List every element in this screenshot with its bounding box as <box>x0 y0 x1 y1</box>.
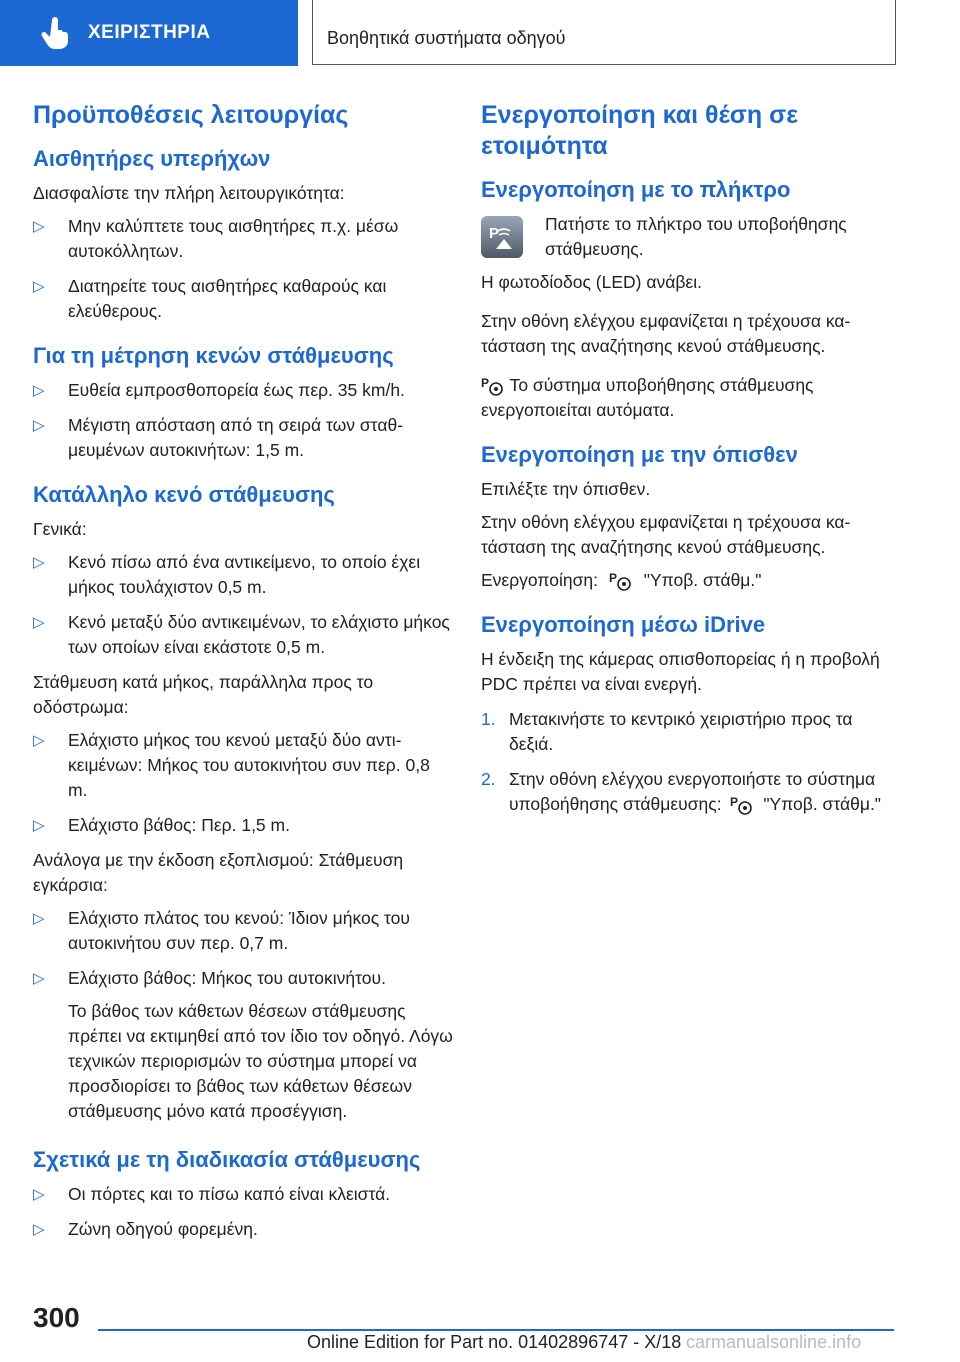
perpendicular-note: Το βάθος των κάθετων θέσεων στάθμευσης πρέπει να εκτιμηθεί από τον ίδιο τον οδηγό. Λόγω τεχνικών περιορισμών το σύστημα μπορεί να προσδιορίσει το βάθος των κάθετων θέσεων στάθμευσης μόνο κατά προσέγγιση. <box>68 1001 453 1121</box>
bullet-triangle-icon: ▷ <box>33 417 45 434</box>
step-item: 1. Μετακινήστε το κεντρικό χειριστήριο προς τα δεξιά. <box>481 709 853 754</box>
list-item: ▷ Ελάχιστο πλάτος του κενού: Ίδιον μήκος του αυτοκινήτου συν περ. 0,7 m. <box>33 908 410 953</box>
page-footer <box>0 1292 960 1362</box>
breadcrumb-text: Βοηθητικά συστήματα οδηγού <box>327 28 566 48</box>
procedure-list <box>33 1182 453 1242</box>
bullet-triangle-icon: ▷ <box>33 614 45 631</box>
svg-text:P: P <box>489 225 500 242</box>
svg-text:P: P <box>481 376 490 391</box>
hand-pointer-icon <box>40 16 74 50</box>
menu-value: "Υποβ. στάθμ." <box>643 570 762 590</box>
heading-procedure: Σχετικά με τη διαδικασία στάθμευσης <box>33 1147 421 1172</box>
display-text: Στην οθόνη ελέγχου εμφανίζεται η τρέχουσα κατάσταση της αναζήτησης κενού στάθμευσης. <box>481 311 851 356</box>
list-item: ▷ Μην καλύπτετε τους αισθητήρες π.χ. μέσω αυτοκόλλητων. <box>33 216 399 261</box>
watermark: carmanualsonline.info <box>686 1332 862 1352</box>
parallel-list <box>33 728 453 838</box>
section-title: ΧΕΙΡΙΣΤΗΡΙΑ <box>88 22 211 43</box>
list-item: ▷ Ελάχιστο μήκος του κενού μεταξύ δύο αντικειμένων: Μήκος του αυτοκινήτου συν περ. 0,8 m. <box>33 730 430 800</box>
heading-sensors: Αισθητήρες υπερήχων <box>33 146 271 171</box>
auto-activation-text: P Το σύστημα υποβοήθησης στάθμευσης ενεργοποιείται αυτόματα. <box>481 375 814 420</box>
bullet-triangle-icon: ▷ <box>33 910 45 927</box>
list-item: ▷ Διατηρείτε τους αισθητήρες καθαρούς και ελεύθερους. <box>33 276 387 321</box>
list-item: ▷ Ελάχιστο βάθος: Μήκος του αυτοκινήτου. <box>33 966 453 991</box>
parallel-label: Στάθμευση κατά μήκος, παράλληλα προς το οδόστρωμα: <box>33 672 374 717</box>
sensors-list <box>33 214 453 324</box>
list-item: ▷ Κενό μεταξύ δύο αντικειμένων, το ελάχιστο μήκος των οποίων είναι εκάστοτε 0,5 m. <box>33 612 450 657</box>
general-label: Γενικά: <box>33 519 87 539</box>
reverse-activation-text: Ενεργοποίηση: P "Υποβ. στάθμ." <box>481 568 901 593</box>
bullet-triangle-icon: ▷ <box>33 218 45 235</box>
bullet-triangle-icon: ▷ <box>33 732 45 749</box>
button-instruction-text: Πατήστε το πλήκτρο του υποβοήθησης στάθμευσης. <box>545 214 847 259</box>
bullet-triangle-icon: ▷ <box>33 1221 45 1238</box>
general-list <box>33 550 453 660</box>
heading-activation-button: Ενεργοποίηση με το πλήκτρο <box>481 177 791 202</box>
edition-text: Online Edition for Part no. 01402896747 - X/18 <box>307 1332 682 1352</box>
list-item: ▷ Οι πόρτες και το πίσω καπό είναι κλειστά. <box>33 1182 453 1207</box>
reverse-select-text: Επιλέξτε την όπισθεν. <box>481 479 651 499</box>
heading-reverse: Ενεργοποίηση με την όπισθεν <box>481 442 798 467</box>
idrive-intro: Η ένδειξη της κάμερας οπισθοπορείας ή η προβολή PDC πρέπει να είναι ενεργή. <box>481 649 880 694</box>
bullet-triangle-icon: ▷ <box>33 817 45 834</box>
heading-activation: Ενεργοποίηση και θέση σε ετοιμότητα <box>481 101 799 160</box>
parking-assist-icon <box>481 375 505 397</box>
list-item: ▷ Ελάχιστο βάθος: Περ. 1,5 m. <box>33 813 453 838</box>
heading-suitable-space: Κατάλληλο κενό στάθμευσης <box>33 482 335 507</box>
step-item: 2. Στην οθόνη ελέγχου ενεργοποιήστε το σύστημα υποβοήθησης στάθμευσης: P "Υποβ. στάθμ." <box>481 767 901 817</box>
list-item: ▷ Μέγιστη απόσταση από τη σειρά των σταθμευμένων αυτοκινήτων: 1,5 m. <box>33 415 404 460</box>
footer-divider <box>98 1329 894 1331</box>
bullet-triangle-icon: ▷ <box>33 278 45 295</box>
page-number: 300 <box>33 1302 80 1333</box>
heading-requirements: Προϋποθέσεις λειτουργίας <box>33 101 349 129</box>
parking-assist-icon <box>609 570 633 592</box>
parking-assist-icon <box>730 794 754 816</box>
button-instruction <box>481 212 901 262</box>
svg-text:P: P <box>608 571 617 586</box>
perpendicular-label: Ανάλογα με την έκδοση εξοπλισμού: Στάθμευση εγκάρσια: <box>33 850 404 895</box>
reverse-display-text: Στην οθόνη ελέγχου εμφανίζεται η τρέχουσα κατάσταση της αναζήτησης κενού στάθμευσης. <box>481 512 851 557</box>
perpendicular-list <box>33 906 453 991</box>
svg-text:P: P <box>730 795 739 810</box>
left-column <box>33 100 453 1252</box>
list-item: ▷ Ζώνη οδηγού φορεμένη. <box>33 1217 453 1242</box>
section-tab[interactable] <box>0 0 298 66</box>
bullet-triangle-icon: ▷ <box>33 382 45 399</box>
list-item: ▷ Ευθεία εμπροσθοπορεία έως περ. 35 km/h. <box>33 378 453 403</box>
bullet-triangle-icon: ▷ <box>33 970 45 987</box>
page-header <box>0 0 960 66</box>
sensors-intro: Διασφαλίστε την πλήρη λειτουργικότητα: <box>33 183 345 203</box>
bullet-triangle-icon: ▷ <box>33 554 45 571</box>
measure-list <box>33 378 453 463</box>
led-text: Η φωτοδίοδος (LED) ανάβει. <box>481 272 702 292</box>
heading-idrive: Ενεργοποίηση μέσω iDrive <box>481 612 766 637</box>
heading-measure: Για τη μέτρηση κενών στάθμευσης <box>33 343 394 368</box>
right-column <box>481 100 901 827</box>
idrive-steps <box>481 707 901 817</box>
bullet-triangle-icon: ▷ <box>33 1186 45 1203</box>
breadcrumb <box>312 0 896 65</box>
parking-assist-button-icon <box>481 216 523 258</box>
menu-value: "Υποβ. στάθμ." <box>763 794 882 814</box>
list-item: ▷ Κενό πίσω από ένα αντικείμενο, το οποίο έχει μήκος τουλάχιστον 0,5 m. <box>33 552 421 597</box>
